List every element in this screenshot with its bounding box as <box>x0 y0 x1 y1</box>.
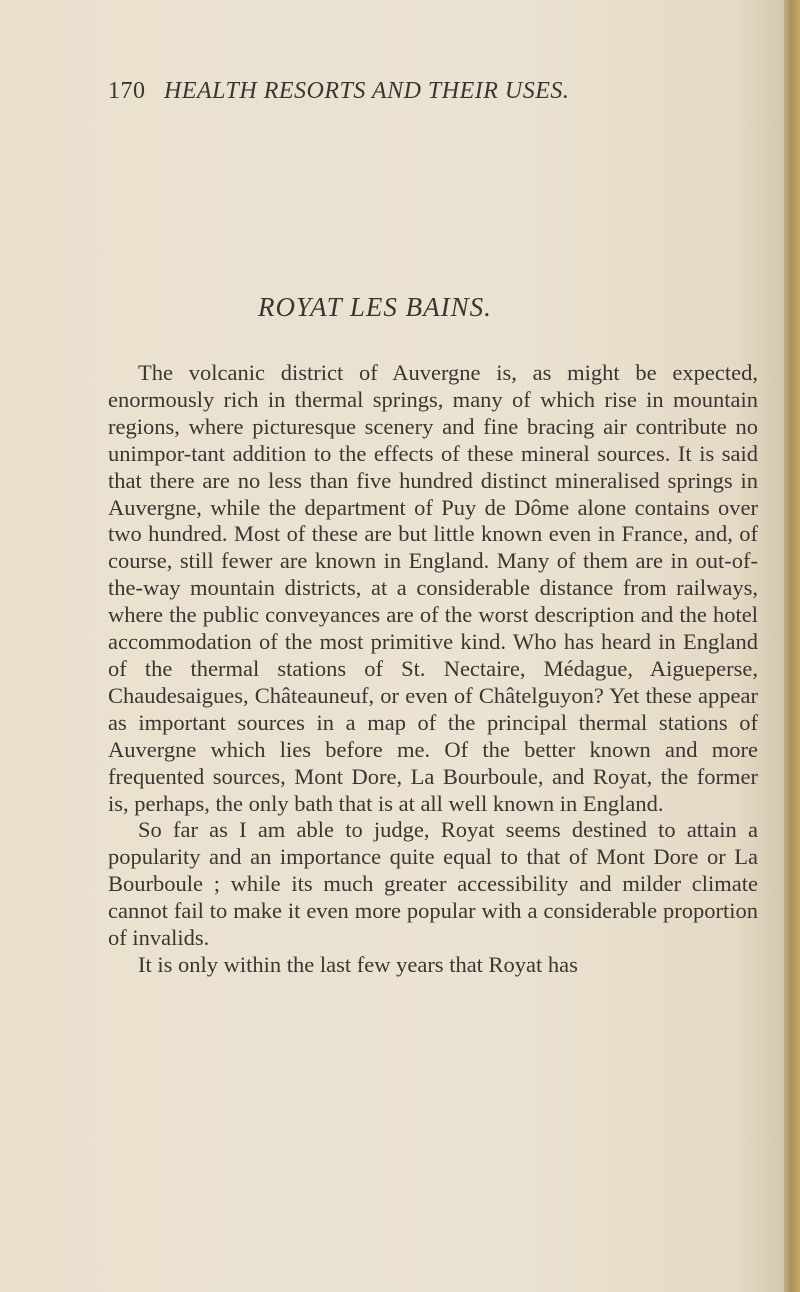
section-title: ROYAT LES BAINS. <box>258 292 492 322</box>
running-head <box>108 78 569 105</box>
paragraph: So far as I am able to judge, Royat seems destined to attain a popularity and an importance quite equal to that of Mont Dore or La Bourboule ; while its much greater accessibility and milder climate cannot fail to make it even more popular with a considerable proportion of invalids. <box>108 817 758 951</box>
page-number: 170 <box>108 78 146 104</box>
paragraph: The volcanic district of Auvergne is, as might be expected, enormously rich in thermal springs, many of which rise in mountain regions, where picturesque scenery and fine bracing air contribute no unimpor-tant addition to the effects of these mineral sources. It is said that there are no less than five hundred distinct mineralised springs in Auvergne, while the department of Puy de Dôme alone contains over two hundred. Most of these are but little known even in France, and, of course, still fewer are known in England. Many of them are in out-of-the-way mountain districts, at a considerable distance from railways, where the public conveyances are of the worst description and the hotel accommodation of the most primitive kind. Who has heard in England of the thermal stations of St. Nectaire, Médague, Aigueperse, Chaudesaigues, Châteauneuf, or even of Châtelguyon? Yet these appear as important sources in a map of the principal thermal stations of Auvergne which lies before me. Of the better known and more frequented sources, Mont Dore, La Bourboule, and Royat, the former is, perhaps, the only bath that is at all well known in England. <box>108 360 758 816</box>
running-title: HEALTH RESORTS AND THEIR USES. <box>164 78 570 104</box>
paragraph: It is only within the last few years that Royat has <box>138 951 578 977</box>
page-edge <box>784 0 800 1292</box>
body-text <box>108 360 758 979</box>
